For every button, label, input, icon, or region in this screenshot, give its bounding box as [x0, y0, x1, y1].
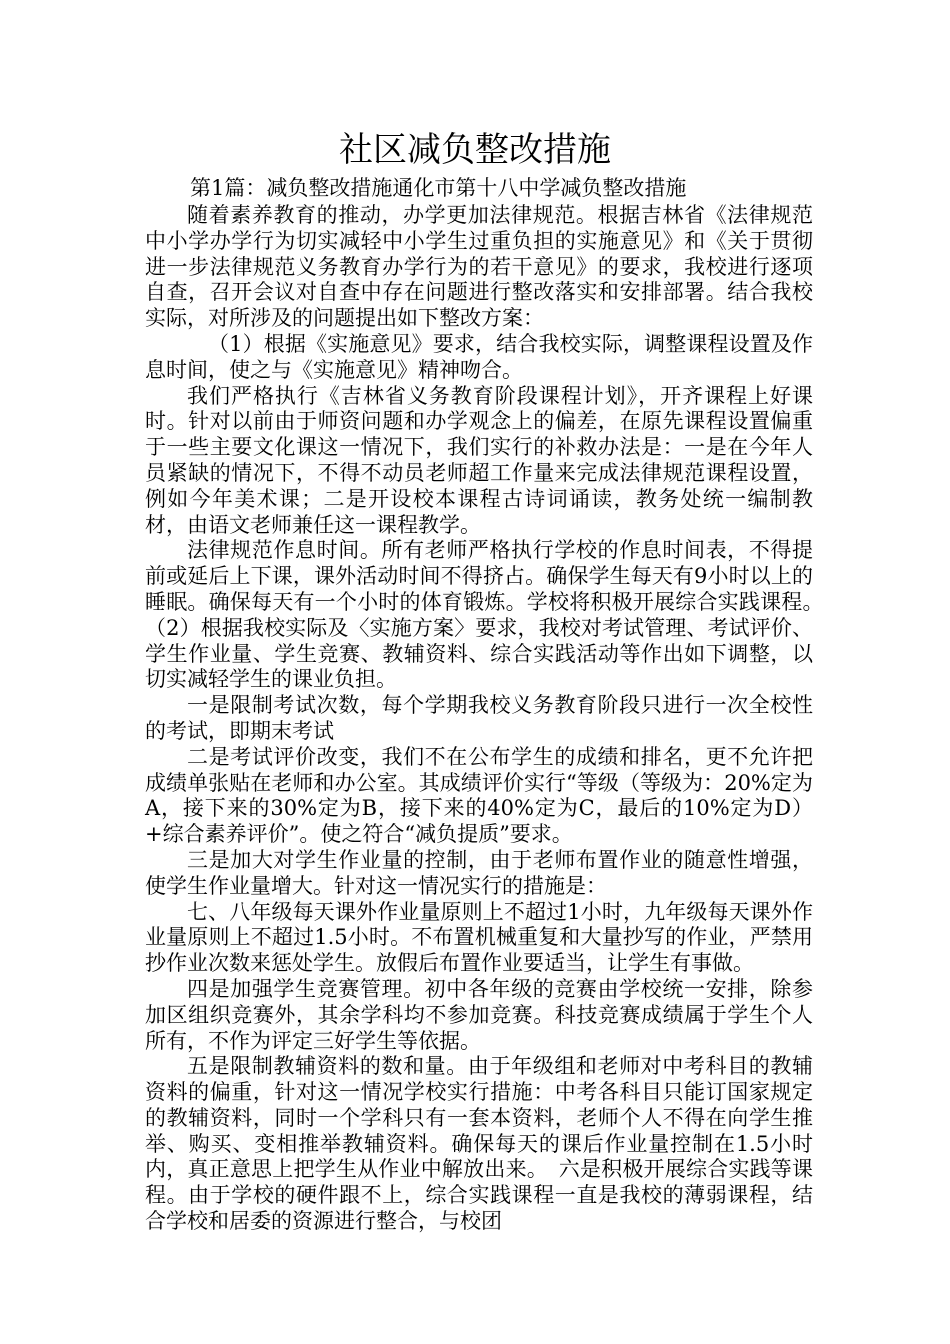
- paragraph: 随着素养教育的推动，办学更加法律规范。根据吉林省《法律规范中小学办学行为切实减轻中小学生过重负担的实施意见》和《关于贯彻进一步法律规范义务教育办学行为的若干意见》的要求，我校进行逐项自查，召开会议对自查中存在问题进行整改落实和安排部署。结合我校实际，对所涉及的问题提出如下整改方案：: [145, 203, 813, 331]
- document-title: 社区减负整改措施: [339, 130, 611, 170]
- paragraph: 四是加强学生竞赛管理。初中各年级的竞赛由学校统一安排，除参加区组织竞赛外，其余学科均不参加竞赛。科技竞赛成绩属于学生个人所有，不作为评定三好学生等依据。: [145, 976, 813, 1053]
- paragraph: 法律规范作息时间。所有老师严格执行学校的作息时间表，不得提前或延后上下课，课外活动时间不得挤占。确保学生每天有9小时以上的睡眠。确保每天有一个小时的体育锻炼。学校将积极开展综合实践课程。 （2）根据我校实际及〈实施方案〉要求，我校对考试管理、考试评价、学生作业量、学生竞赛、教辅资料、综合实践活动等作出如下调整，以切实减轻学生的课业负担。: [145, 538, 834, 692]
- paragraph: 五是限制教辅资料的数和量。由于年级组和老师对中考科目的教辅资料的偏重，针对这一情况学校实行措施：中考各科目只能订国家规定的教辅资料，同时一个学科只有一套本资料，老师个人不得在向学生推举、购买、变相推举教辅资料。确保每天的课后作业量控制在1.5小时内，真正意思上把学生从作业中解放出来。 六是积极开展综合实践等课程。由于学校的硬件跟不上，综合实践课程一直是我校的薄弱课程，结合学校和居委的资源进行整合，与校团: [145, 1054, 813, 1234]
- paragraph: 三是加大对学生作业量的控制，由于老师布置作业的随意性增强，使学生作业量增大。针对这一情况实行的措施是：: [145, 847, 813, 898]
- paragraph: 一是限制考试次数，每个学期我校义务教育阶段只进行一次全校性的考试，即期末考试: [145, 693, 813, 743]
- paragraph: （1）根据《实施意见》要求，结合我校实际，调整课程设置及作息时间，使之与《实施意见》精神吻合。: [145, 331, 813, 382]
- paragraph: 二是考试评价改变，我们不在公布学生的成绩和排名，更不允许把成绩单张贴在老师和办公室。其成绩评价实行“等级（等级为：20%定为A，接下来的30%定为B，接下来的40%定为C，最后的10%定为D）+综合素养评价”。使之符合“减负提质”要求。: [145, 744, 813, 847]
- paragraph: 七、八年级每天课外作业量原则上不超过1小时，九年级每天课外作业量原则上不超过1.5小时。不布置机械重复和大量抄写的作业，严禁用抄作业次数来惩处学生。放假后布置作业要适当，让学生有事做。: [145, 899, 813, 976]
- paragraph: 我们严格执行《吉林省义务教育阶段课程计划》，开齐课程上好课时。针对以前由于师资问题和办学观念上的偏差，在原先课程设置偏重于一些主要文化课这一情况下，我们实行的补救办法是：一是在今年人员紧缺的情况下，不得不动员老师超工作量来完成法律规范课程设置，例如今年美术课；二是开设校本课程古诗词诵读，教务处统一编制教材，由语文老师兼任这一课程教学。: [145, 383, 813, 537]
- document-body: [145, 203, 834, 1235]
- document-subtitle: 第1篇：减负整改措施通化市第十八中学减负整改措施: [190, 176, 687, 200]
